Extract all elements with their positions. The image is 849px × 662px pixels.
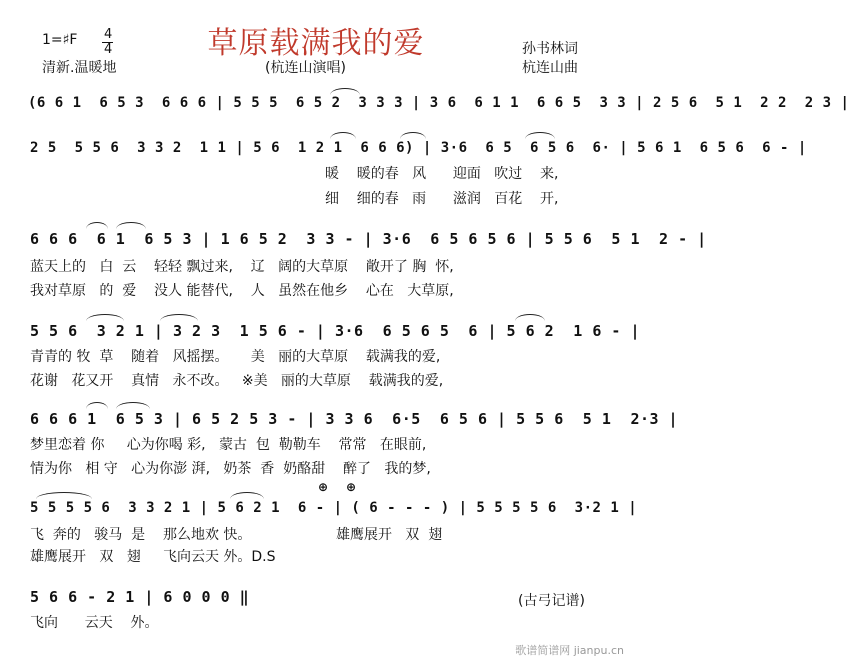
lyric-line-3a: 蓝天上的 白 云 轻轻 飘过来, 辽 阔的大草原 敞开了 胸 怀, [30, 259, 454, 275]
lyric-line-5a: 梦里恋着 你 心为你喝 彩, 蒙古 包 勒勒车 常常 在眼前, [30, 437, 427, 453]
score-line-4: 5 5 6 3 2 1 | 3 2 3 1 5 6 - | 3·6 6 5 6 5 6 | 5 6 2 1 6 - | [30, 322, 640, 340]
slur [330, 132, 356, 139]
lyric-line-5b: 情为你 相 守 心为你澎 湃, 奶茶 香 奶酪甜 醉了 我的梦, [30, 461, 431, 477]
composer: 杭连山曲 [522, 60, 578, 76]
slur [116, 222, 146, 229]
slur [230, 492, 264, 499]
lyric-line-6a: 飞 奔的 骏马 是 那么地欢 快。 雄鹰展开 双 翅 [30, 527, 443, 543]
coda-sign: ⊕ [318, 480, 329, 494]
slur [86, 222, 108, 229]
slur [116, 402, 150, 409]
score-line-7: 5 6 6 - 2 1 | 6 0 0 0 ‖ [30, 588, 250, 606]
singer: (杭连山演唱) [265, 60, 346, 76]
slur [36, 492, 92, 499]
lyric-line-4b: 花谢 花又开 真情 永不改。 ※美 丽的大草原 载满我的爱, [30, 373, 444, 389]
score-line-1: (6 6 1 6 5 3 6 6 6 | 5 5 5 6 5 2 3 3 3 | 3 6 6 1 1 6 6 5 3 3 | 2 5 6 5 1 2 2 2 3 | [28, 95, 849, 111]
slur [86, 314, 124, 321]
slur [525, 132, 555, 139]
time-signature-bottom: 4 [104, 42, 113, 57]
lyric-line-3b: 我对草原 的 爱 没人 能替代, 人 虽然在他乡 心在 大草原, [30, 283, 454, 299]
slur [160, 314, 198, 321]
lyric-line-2b: 细 细的春 雨 滋润 百花 开, [325, 191, 559, 207]
key-signature: 1=♯F [42, 32, 78, 48]
watermark: 歌谱简谱网 jianpu.cn [515, 644, 624, 657]
slur [86, 402, 108, 409]
lyric-line-6b: 雄鹰展开 双 翅 飞向云天 外。D.S [30, 549, 276, 565]
slur [515, 314, 545, 321]
score-line-6: 5 5 5 5 6 3 3 2 1 | 5 6 2 1 6 - | ( 6 - - - ) | 5 5 5 5 6 3·2 1 | [30, 500, 638, 516]
slur [330, 88, 360, 95]
lyric-line-4a: 青青的 牧 草 随着 风摇摆。 美 丽的大草原 载满我的爱, [30, 349, 441, 365]
lyricist: 孙书林词 [522, 41, 578, 57]
song-title: 草原载满我的爱 [207, 26, 425, 61]
score-line-3: 6 6 6 6 1 6 5 3 | 1 6 5 2 3 3 - | 3·6 6 5 6 5 6 | 5 5 6 5 1 2 - | [30, 230, 707, 248]
time-signature-top: 4 [104, 27, 113, 42]
lyric-line-7: 飞向 云天 外。 [30, 615, 159, 631]
notation-type: (古弓记谱) [518, 593, 585, 609]
performance-style: 清新.温暖地 [42, 60, 117, 76]
lyric-line-2a: 暖 暖的春 风 迎面 吹过 来, [325, 166, 559, 182]
slur [400, 132, 426, 139]
coda-sign: ⊕ [346, 480, 357, 494]
score-line-5: 6 6 6 1 6 5 3 | 6 5 2 5 3 - | 3 3 6 6·5 6 5 6 | 5 5 6 5 1 2·3 | [30, 410, 679, 428]
score-line-2: 2 5 5 5 6 3 3 2 1 1 | 5 6 1 2 1 6 6 6) | 3·6 6 5 6 5 6 6· | 5 6 1 6 5 6 6 - | [30, 140, 807, 156]
